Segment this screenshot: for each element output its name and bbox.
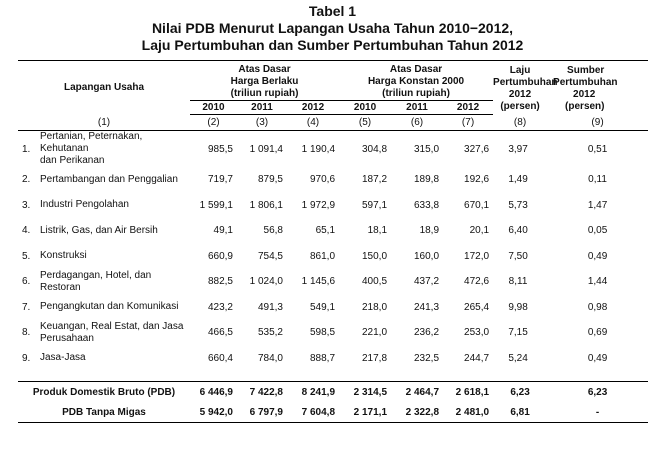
row-value-col-6: 315,0 <box>414 143 440 155</box>
table-row <box>18 244 648 270</box>
row-value-col-8: 3,97 <box>508 143 528 155</box>
row-value-col-4: 888,7 <box>310 352 336 364</box>
row-value-col-2: 985,5 <box>207 143 233 155</box>
row-value-col-8: 5,73 <box>508 199 528 211</box>
row-label-line-1: Pertanian, Peternakan, Kehutanan <box>40 131 143 154</box>
row-value-col-6: 160,0 <box>414 250 440 262</box>
row-label <box>40 244 190 270</box>
row-value-col-4: 861,0 <box>310 250 336 262</box>
header-laju-line-2: Pertumbuhan <box>493 77 558 89</box>
header-laju-line-4: (persen) <box>500 101 540 113</box>
header-sumber-line-2: Pertumbuhan <box>553 77 618 89</box>
row-value-col-9: 0,98 <box>587 301 608 313</box>
column-number-row <box>18 115 648 131</box>
row-value-col-7: 244,7 <box>464 352 490 364</box>
row-label <box>40 346 190 372</box>
year-konstan-2012: 2012 <box>443 101 493 115</box>
total-value-col-6: 2 322,8 <box>391 402 443 423</box>
total-value-col-3: 7 422,8 <box>237 382 287 403</box>
row-value-col-5: 18,1 <box>367 225 388 237</box>
row-number: 6. <box>22 276 31 288</box>
header-sumber-line-4: (persen) <box>565 101 605 113</box>
row-number: 3. <box>22 199 31 211</box>
col-num-3: (3) <box>237 115 287 131</box>
table-row <box>18 131 648 168</box>
total-value-col-9: 6,23 <box>547 382 648 403</box>
table-row <box>18 269 648 295</box>
row-value-col-9: 0,11 <box>588 174 607 186</box>
row-number: 2. <box>22 174 31 186</box>
row-label-line-1: Perdagangan, Hotel, dan Restoran <box>40 269 152 293</box>
row-value-col-7: 670,1 <box>464 199 490 211</box>
row-label <box>40 167 190 193</box>
row-label <box>40 269 190 295</box>
row-value-col-5: 150,0 <box>362 250 388 262</box>
row-value-col-4: 970,6 <box>310 174 336 186</box>
row-value-col-8: 1,49 <box>508 174 528 186</box>
row-value-col-9: 1,47 <box>587 199 608 211</box>
total-value-col-4: 8 241,9 <box>287 382 339 403</box>
year-berlaku-2010: 2010 <box>190 101 237 115</box>
row-value-col-4: 598,5 <box>310 327 336 339</box>
col-num-1: (1) <box>18 115 190 131</box>
row-value-col-2: 49,1 <box>213 225 233 237</box>
table-row <box>18 218 648 244</box>
row-value-col-4: 1 190,4 <box>301 143 336 155</box>
total-value-col-2: 6 446,9 <box>190 382 237 403</box>
header-sumber <box>547 61 648 115</box>
header-harga-konstan <box>339 61 493 101</box>
row-label-line-1: Jasa-Jasa <box>40 352 86 364</box>
row-label-line-1: Industri Pengolahan <box>40 199 129 211</box>
year-konstan-2010: 2010 <box>339 101 391 115</box>
row-value-col-4: 549,1 <box>310 301 336 313</box>
row-value-col-9: 0,51 <box>587 143 608 155</box>
col-num-4: (4) <box>287 115 339 131</box>
row-label-line-1: Keuangan, Real Estat, dan Jasa <box>40 320 184 332</box>
row-value-col-3: 535,2 <box>257 327 283 339</box>
row-label <box>40 295 190 321</box>
total-row <box>18 382 648 403</box>
year-berlaku-2011: 2011 <box>237 101 287 115</box>
row-value-col-3: 784,0 <box>257 352 283 364</box>
header-row-1 <box>18 61 648 101</box>
row-number: 5. <box>22 250 31 262</box>
row-label <box>40 218 190 244</box>
row-value-col-3: 754,5 <box>257 250 283 262</box>
row-value-col-5: 400,5 <box>362 276 388 288</box>
row-value-col-8: 9,98 <box>508 301 528 313</box>
row-value-col-7: 265,4 <box>464 301 490 313</box>
table-row <box>18 167 648 193</box>
col-num-5: (5) <box>339 115 391 131</box>
row-value-col-3: 1 806,1 <box>249 199 283 211</box>
row-number: 1. <box>22 143 31 155</box>
row-number: 9. <box>22 352 31 364</box>
total-value-col-3: 6 797,9 <box>237 402 287 423</box>
row-value-col-8: 7,15 <box>508 327 528 339</box>
col-num-9: (9) <box>547 115 648 131</box>
row-label-line-1: Pengangkutan dan Komunikasi <box>40 301 179 313</box>
row-label-line-2: Perusahaan <box>40 332 94 344</box>
total-value-col-6: 2 464,7 <box>391 382 443 403</box>
total-value-col-8: 6,23 <box>493 382 547 403</box>
row-value-col-8: 5,24 <box>508 352 528 364</box>
header-sumber-line-1: Sumber <box>567 65 605 77</box>
header-berlaku-line-3: (triliun rupiah) <box>230 88 299 99</box>
row-value-col-8: 8,11 <box>508 276 528 288</box>
row-value-col-2: 423,2 <box>207 301 233 313</box>
spacer-row <box>18 371 648 382</box>
col-num-2: (2) <box>190 115 237 131</box>
row-value-col-9: 0,49 <box>587 352 608 364</box>
row-value-col-8: 7,50 <box>508 250 528 262</box>
row-value-col-5: 221,0 <box>362 327 388 339</box>
row-value-col-2: 660,4 <box>207 352 233 364</box>
total-value-col-5: 2 171,1 <box>339 402 391 423</box>
total-label: Produk Domestik Bruto (PDB) <box>18 382 190 403</box>
total-value-col-2: 5 942,0 <box>190 402 237 423</box>
total-label: PDB Tanpa Migas <box>18 402 190 423</box>
row-value-col-7: 172,0 <box>464 250 490 262</box>
year-konstan-2011: 2011 <box>391 101 443 115</box>
row-value-col-2: 882,5 <box>207 276 233 288</box>
row-value-col-7: 192,6 <box>464 174 490 186</box>
col-num-6: (6) <box>391 115 443 131</box>
header-laju <box>493 61 558 115</box>
row-value-col-7: 327,6 <box>464 143 490 155</box>
row-number: 7. <box>22 301 31 313</box>
table-row <box>18 320 648 346</box>
row-value-col-9: 0,05 <box>587 225 608 237</box>
table-row <box>18 193 648 219</box>
spacer-cell <box>18 371 648 382</box>
pdb-table <box>18 60 648 423</box>
total-row <box>18 402 648 423</box>
col-num-7: (7) <box>443 115 493 131</box>
table-number: Tabel 1 <box>308 3 357 19</box>
header-berlaku-line-2: Harga Berlaku <box>230 76 299 87</box>
row-value-col-3: 1 024,0 <box>249 276 283 288</box>
row-label-line-2: dan Perikanan <box>40 155 105 166</box>
header-harga-berlaku <box>190 61 339 101</box>
table-title-line-1: Nilai PDB Menurut Lapangan Usaha Tahun 2010−2012, <box>151 20 514 36</box>
row-value-col-5: 597,1 <box>362 199 388 211</box>
row-value-col-6: 241,3 <box>414 301 440 313</box>
table-body <box>18 131 648 423</box>
row-value-col-7: 253,0 <box>464 327 490 339</box>
row-value-col-6: 189,8 <box>414 174 440 186</box>
row-value-col-6: 18,9 <box>419 225 440 237</box>
row-value-col-6: 236,2 <box>414 327 440 339</box>
row-value-col-6: 633,8 <box>414 199 440 211</box>
header-sumber-line-3: 2012 <box>573 89 596 101</box>
total-value-col-9: - <box>547 402 648 423</box>
table-title-line-2: Laju Pertumbuhan dan Sumber Pertumbuhan Tahun 2012 <box>141 37 524 53</box>
row-value-col-3: 1 091,4 <box>249 143 283 155</box>
row-value-col-5: 304,8 <box>362 143 388 155</box>
table-row <box>18 295 648 321</box>
row-number: 4. <box>22 225 31 237</box>
row-value-col-2: 719,7 <box>207 174 233 186</box>
row-value-col-2: 466,5 <box>207 327 233 339</box>
row-value-col-7: 472,6 <box>464 276 490 288</box>
row-value-col-2: 1 599,1 <box>199 199 233 211</box>
total-value-col-5: 2 314,5 <box>339 382 391 403</box>
year-berlaku-2012: 2012 <box>287 101 339 115</box>
row-label <box>40 320 190 346</box>
row-value-col-3: 879,5 <box>257 174 283 186</box>
row-value-col-4: 65,1 <box>315 225 336 237</box>
col-num-8: (8) <box>493 115 547 131</box>
header-laju-line-1: Laju <box>509 65 531 77</box>
row-value-col-5: 217,8 <box>362 352 388 364</box>
row-label <box>40 131 190 168</box>
row-label-line-1: Listrik, Gas, dan Air Bersih <box>40 224 158 236</box>
row-value-col-2: 660,9 <box>207 250 233 262</box>
row-value-col-9: 1,44 <box>587 276 608 288</box>
row-value-col-4: 1 145,6 <box>301 276 336 288</box>
row-value-col-9: 0,69 <box>587 327 608 339</box>
total-value-col-7: 2 618,1 <box>443 382 493 403</box>
table-row <box>18 346 648 372</box>
table-caption <box>0 3 665 54</box>
header-lapangan: Lapangan Usaha <box>18 61 190 115</box>
total-value-col-8: 6,81 <box>493 402 547 423</box>
row-value-col-5: 218,0 <box>362 301 388 313</box>
header-konstan-line-1: Atas Dasar <box>389 64 443 75</box>
header-konstan-line-3: (triliun rupiah) <box>382 88 450 99</box>
header-laju-line-3: 2012 <box>508 89 532 101</box>
row-value-col-5: 187,2 <box>362 174 388 186</box>
total-value-col-4: 7 604,8 <box>287 402 339 423</box>
row-value-col-6: 437,2 <box>414 276 440 288</box>
row-value-col-8: 6,40 <box>508 225 528 237</box>
row-value-col-3: 56,8 <box>263 225 283 237</box>
row-label <box>40 193 190 219</box>
row-number: 8. <box>22 327 31 339</box>
row-value-col-9: 0,49 <box>587 250 608 262</box>
total-value-col-7: 2 481,0 <box>443 402 493 423</box>
row-label-line-1: Pertambangan dan Penggalian <box>40 173 178 185</box>
row-value-col-3: 491,3 <box>257 301 283 313</box>
row-value-col-6: 232,5 <box>414 352 440 364</box>
row-label-line-1: Konstruksi <box>40 250 87 262</box>
header-berlaku-line-1: Atas Dasar <box>238 64 291 75</box>
header-konstan-line-2: Harga Konstan 2000 <box>367 76 465 87</box>
row-value-col-7: 20,1 <box>469 225 490 237</box>
row-value-col-4: 1 972,9 <box>301 199 336 211</box>
